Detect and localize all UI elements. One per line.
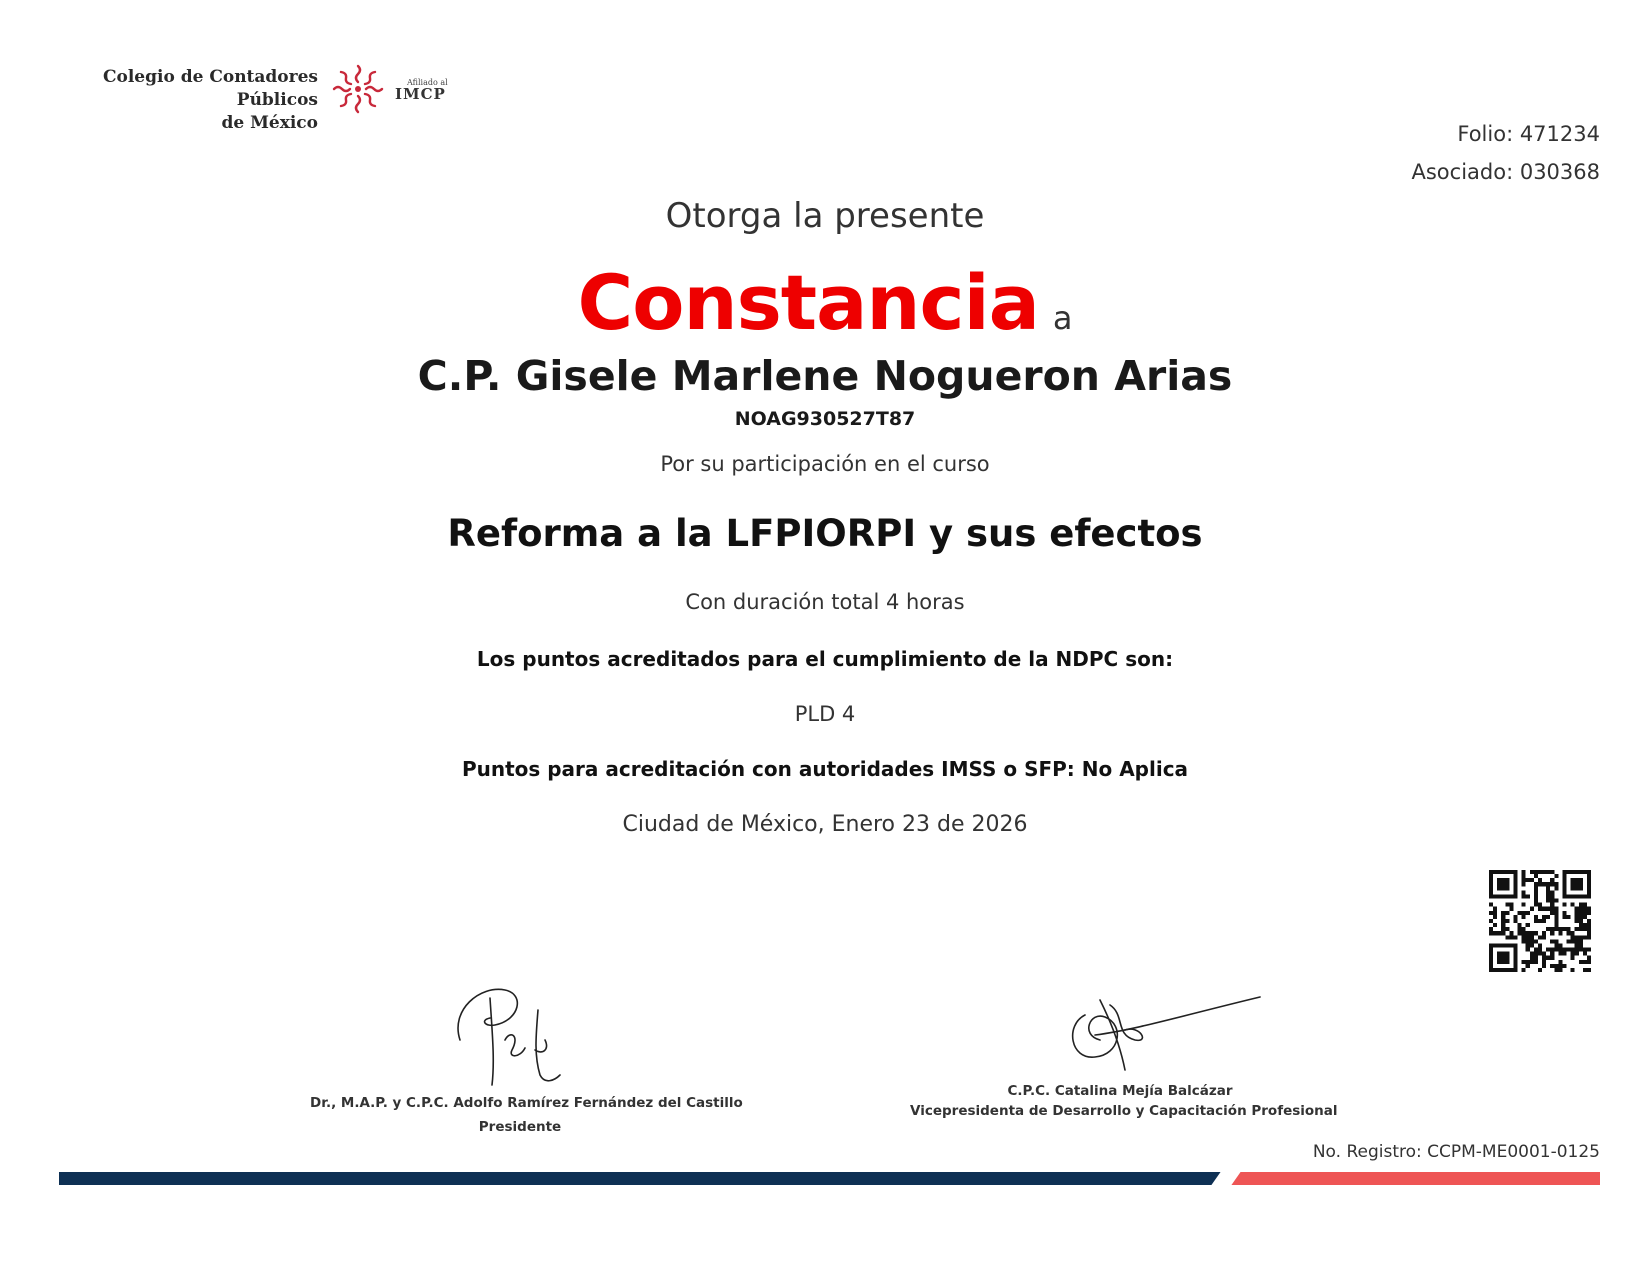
imss-points: Puntos para acreditación con autoridades IMSS o SFP: No Aplica (461, 757, 1189, 781)
signature-president (450, 980, 590, 1090)
recipient-rfc: NOAG930527T87 (734, 408, 916, 430)
title-line (0, 258, 1650, 347)
course-title: Reforma a la LFPIORPI y sus efectos (447, 512, 1203, 555)
signature-name-1: Dr., M.A.P. y C.P.C. Adolfo Ramírez Fernández del Castillo (310, 1095, 743, 1111)
affiliated-label: Afiliado al (407, 78, 448, 87)
footer-bar-red (1226, 1172, 1600, 1185)
folio: Folio: 471234 (1457, 122, 1600, 146)
signature-role-1: Presidente (478, 1119, 562, 1135)
participation-text: Por su participación en el curso (660, 452, 990, 476)
recipient-name: C.P. Gisele Marlene Nogueron Arias (417, 352, 1233, 400)
document-title: Constancia (577, 258, 1039, 347)
logo-mark-icon (328, 60, 388, 118)
org-name-line2: de México (221, 113, 318, 133)
qr-code-icon (1489, 870, 1591, 972)
imcp-label: IMCP (395, 85, 446, 103)
points-title: Los puntos acreditados para el cumplimiento de la NDPC son: (476, 647, 1174, 671)
asociado: Asociado: 030368 (1411, 160, 1600, 184)
title-suffix: a (1052, 299, 1073, 337)
org-name (40, 66, 318, 135)
registro-number: No. Registro: CCPM-ME0001-0125 (1312, 1142, 1600, 1162)
org-name-line1: Colegio de Contadores Públicos (102, 67, 318, 110)
footer-bar-dark (59, 1172, 1229, 1185)
signature-vicepresident (1065, 995, 1265, 1075)
otorga-text: Otorga la presente (665, 196, 985, 236)
signature-role-2: Vicepresidenta de Desarrollo y Capacitación Profesional (910, 1103, 1338, 1119)
place-date: Ciudad de México, Enero 23 de 2026 (622, 812, 1028, 837)
points-value: PLD 4 (794, 702, 856, 726)
duration-text: Con duración total 4 horas (685, 590, 965, 614)
signature-name-2: C.P.C. Catalina Mejía Balcázar (1007, 1083, 1233, 1099)
